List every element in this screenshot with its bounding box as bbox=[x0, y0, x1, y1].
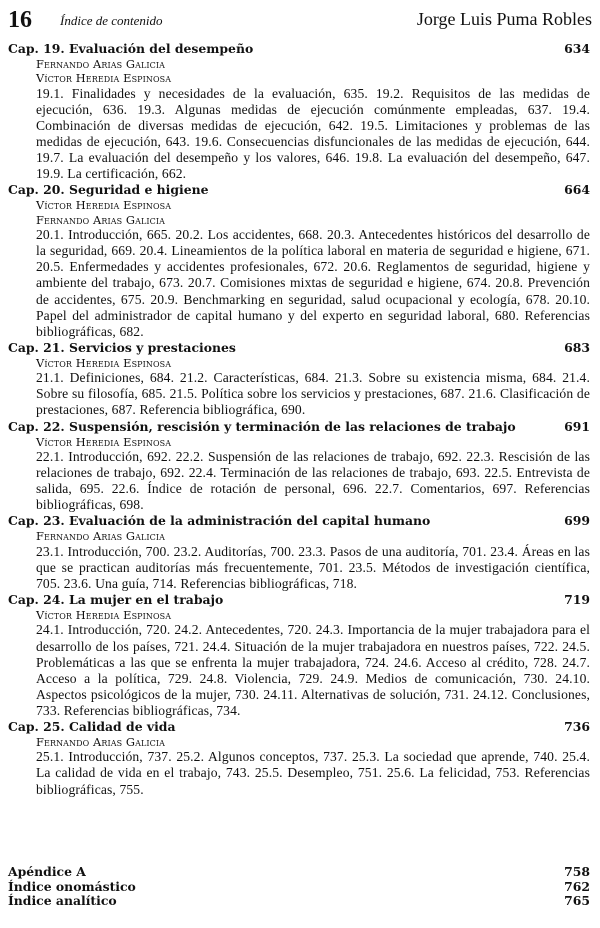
chapter-sections: 20.1. Introducción, 665. 20.2. Los accidentes, 668. 20.3. Antecedentes históricos del desarrollo de la seguridad, 669. 20.4. Lineamientos de la política laboral en materia de seguridad e higiene, 671. 20.5. Enfermedades y accidentes profesionales, 672. 20.6. Reglamentos de seguridad, higiene y ambiente del trabajo, 673. 20.7. Comisiones mixtas de seguridad e higiene, 674. 20.8. Prevención de accidentes, 675. 20.9. Benchmarking en seguridad, salud ocupacional y ecología, 678. 20.10. Papel del administrador de capital humano y del experto en seguridad laboral, 680. Referencias bibliográficas, 682. bbox=[36, 227, 590, 339]
chapter-heading bbox=[8, 340, 590, 356]
chapter-title: Cap. 22. Suspensión, rescisión y terminación de las relaciones de trabajo bbox=[8, 418, 516, 434]
analytic-index-title: Índice analítico bbox=[8, 893, 117, 909]
chapter-page: 683 bbox=[564, 339, 590, 355]
appendix-title: Apéndice A bbox=[8, 864, 86, 879]
chapter-author: Víctor Heredia Espinosa bbox=[36, 198, 172, 213]
chapter-entry bbox=[8, 419, 590, 514]
chapter-sections: 21.1. Definiciones, 684. 21.2. Características, 684. 21.3. Sobre su existencia misma, 684. 21.4. Sobre su filosofía, 685. 21.5. Política sobre los servicios y prestaciones, 687. 21.6. Clasificación de prestaciones, 687. Referencia bibliográfica, 690. bbox=[36, 370, 590, 418]
page-number: 16 bbox=[8, 7, 32, 33]
chapter-entry bbox=[8, 513, 590, 592]
chapter-sections: 19.1. Finalidades y necesidades de la evaluación, 635. 19.2. Requisitos de las medidas de ejecución, 636. 19.3. Algunas medidas de ejecución comúnmente empleadas, 637. 19.4. Combinación de diversas medidas de ejecución, 642. 19.5. Limitaciones y problemas de las medidas de ejecución, 643. 19.6. Consecuencias disfuncionales de las medidas de ejecución, 644. 19.7. La evaluación del desempeño y los valores, 646. 19.8. La evaluación del desempeño, 647. 19.9. La certificación, 662. bbox=[36, 85, 590, 182]
chapter-author: Fernando Arias Galicia bbox=[36, 212, 166, 227]
chapter-author: Víctor Heredia Espinosa bbox=[36, 434, 172, 449]
running-author: Jorge Luis Puma Robles bbox=[416, 9, 592, 29]
chapter-heading bbox=[8, 719, 590, 735]
chapter-heading bbox=[8, 419, 590, 435]
chapter-title: Cap. 20. Seguridad e higiene bbox=[8, 182, 209, 198]
back-matter-entry bbox=[8, 894, 590, 909]
chapter-entry bbox=[8, 340, 590, 419]
chapter-entry bbox=[8, 182, 590, 339]
chapter-title: Cap. 24. La mujer en el trabajo bbox=[8, 592, 224, 607]
analytic-index-page: 765 bbox=[564, 893, 590, 909]
back-matter-entry bbox=[8, 865, 590, 880]
chapter-heading bbox=[8, 41, 590, 57]
chapter-entry bbox=[8, 592, 590, 719]
back-matter bbox=[8, 865, 590, 909]
page-header bbox=[8, 5, 592, 35]
chapter-page: 664 bbox=[564, 182, 590, 198]
table-of-contents bbox=[8, 41, 590, 798]
chapter-heading bbox=[8, 182, 590, 198]
chapter-author: Víctor Heredia Espinosa bbox=[36, 355, 172, 370]
chapter-author: Fernando Arias Galicia bbox=[36, 57, 166, 71]
chapter-page: 699 bbox=[564, 513, 590, 529]
chapter-page: 719 bbox=[564, 592, 590, 607]
chapter-sections: 25.1. Introducción, 737. 25.2. Algunos conceptos, 737. 25.3. La sociedad que aprende, 740. 25.4. La calidad de vida en el trabajo, 743. 25.5. Desempleo, 751. 25.6. La felicidad, 753. Referencias bibliográficas, 755. bbox=[36, 749, 590, 797]
chapter-sections: 23.1. Introducción, 700. 23.2. Auditorías, 700. 23.3. Pasos de una auditoría, 701. 23.4. Áreas en las que se practican auditorías más frecuentemente, 701. 23.5. Métodos de investigación científica, 705. 23.6. Una guía, 714. Referencias bibliográficas, 718. bbox=[36, 543, 590, 591]
appendix-page: 758 bbox=[564, 864, 590, 879]
chapter-title: Cap. 23. Evaluación de la administración del capital humano bbox=[8, 513, 431, 529]
chapter-author: Fernando Arias Galicia bbox=[36, 734, 166, 749]
chapter-title: Cap. 21. Servicios y prestaciones bbox=[8, 339, 236, 355]
chapter-heading bbox=[8, 592, 590, 608]
chapter-sections: 24.1. Introducción, 720. 24.2. Antecedentes, 720. 24.3. Importancia de la mujer trabajadora para el desarrollo de los países, 721. 24.4. Situación de la mujer trabajadora en nuestros países, 722. 24.5. Problemáticas a las que se enfrenta la mujer trabajadora, 724. 24.6. Acceso al crédito, 728. 24.7. Acceso a la política, 729. 24.8. Violencia, 729. 24.9. Medios de comunicación, 730. 24.10. Aspectos psicológicos de la mujer, 730. 24.11. Alternativas de solución, 731. 24.12. Conclusiones, 733. Referencias bibliográficas, 734. bbox=[36, 622, 590, 718]
chapter-author: Víctor Heredia Espinosa bbox=[36, 71, 172, 86]
chapter-page: 634 bbox=[564, 41, 590, 56]
chapter-title: Cap. 19. Evaluación del desempeño bbox=[8, 41, 254, 56]
back-matter-entry bbox=[8, 880, 590, 895]
chapter-page: 736 bbox=[564, 718, 590, 734]
chapter-author: Fernando Arias Galicia bbox=[36, 529, 166, 544]
chapter-title: Cap. 25. Calidad de vida bbox=[8, 718, 176, 734]
onomastic-index-title: Índice onomástico bbox=[8, 878, 136, 894]
chapter-heading bbox=[8, 513, 590, 529]
chapter-entry bbox=[8, 41, 590, 182]
chapter-sections: 22.1. Introducción, 692. 22.2. Suspensión de las relaciones de trabajo, 692. 22.3. Rescisión de las relaciones de trabajo, 692. 22.4. Terminación de las relaciones de trabajo, 693. 22.5. Entrevista de salida, 695. 22.6. Índice de rotación de personal, 696. 22.7. Comentarios, 697. Referencias bibliográficas, 698. bbox=[36, 448, 590, 513]
chapter-author: Víctor Heredia Espinosa bbox=[36, 608, 172, 622]
running-section-title: Índice de contenido bbox=[60, 13, 163, 28]
chapter-entry bbox=[8, 719, 590, 798]
onomastic-index-page: 762 bbox=[564, 878, 590, 894]
chapter-page: 691 bbox=[564, 418, 590, 434]
